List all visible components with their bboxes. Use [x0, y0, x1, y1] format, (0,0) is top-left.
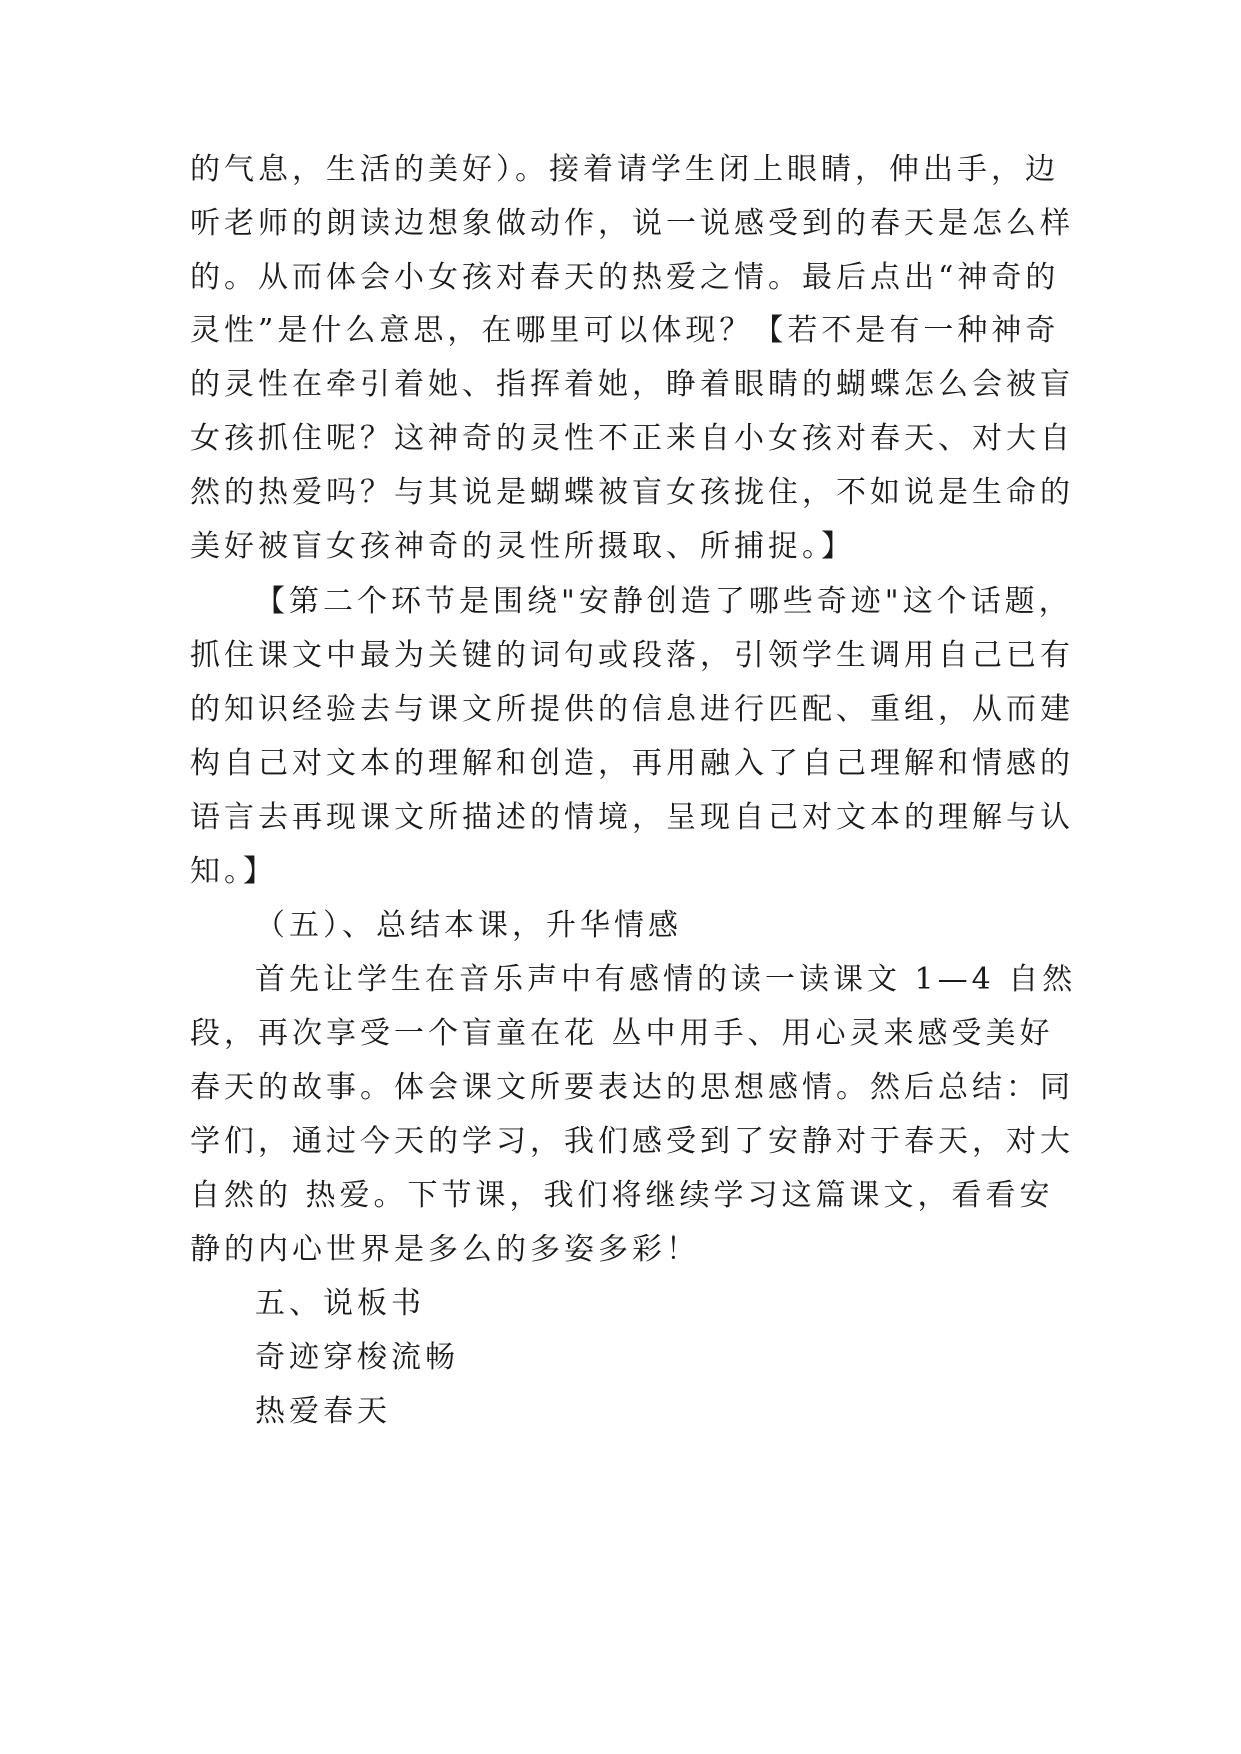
paragraph-2-line-4: 构自己对文本的理解和创造，再用融入了自己理解和情感的 — [190, 746, 1074, 781]
paragraph-2-line-1: 【第二个环节是围绕"安静创造了哪些奇迹"这个话题， — [255, 584, 1073, 619]
text-line-3: 的。从而体会小女孩对春天的热爱之情。最后点出“神奇的 — [190, 260, 1060, 295]
paragraph-3-line-4: 学们，通过今天的学习，我们感受到了安静对于春天，对大 — [190, 1124, 1074, 1159]
paragraph-3-line-6: 静的内心世界是多么的多姿多彩！ — [190, 1232, 700, 1267]
paragraph-2-line-6: 知。】 — [190, 854, 277, 889]
text-line-6: 女孩抓住呢？这神奇的灵性不正来自小女孩对春天、对大自 — [190, 421, 1074, 456]
paragraph-3-line-1: 首先让学生在音乐声中有感情的读一读课文 1—4 自然 — [255, 962, 1077, 997]
text-line-1: 的气息，生活的美好）。接着请学生闭上眼睛，伸出手，边 — [190, 152, 1059, 187]
paragraph-3-line-3: 春天的故事。体会课文所要表达的思想感情。然后总结：同 — [190, 1070, 1074, 1105]
blackboard-heading: 五、说板书 — [255, 1286, 425, 1321]
text-line-5: 的灵性在牵引着她、指挥着她，睁着眼睛的蝴蝶怎么会被盲 — [190, 367, 1074, 402]
paragraph-3-line-2: 段，再次享受一个盲童在花 丛中用手、用心灵来感受美好 — [190, 1016, 1054, 1051]
text-line-7: 然的热爱吗？与其说是蝴蝶被盲女孩拢住，不如说是生命的 — [190, 475, 1074, 510]
paragraph-2-line-3: 的知识经验去与课文所提供的信息进行匹配、重组，从而建 — [190, 692, 1074, 727]
text-line-4: 灵性”是什么意思，在哪里可以体现？【若不是有一种神奇 — [190, 313, 1060, 348]
blackboard-line-1: 奇迹穿梭流畅 — [255, 1340, 459, 1375]
section-heading: （五）、总结本课，升华情感 — [255, 908, 682, 943]
paragraph-2-line-2: 抓住课文中最为关键的词句或段落，引领学生调用自己已有 — [190, 638, 1074, 673]
text-line-2: 听老师的朗读边想象做动作，说一说感受到的春天是怎么样 — [190, 206, 1074, 241]
paragraph-2-line-5: 语言去再现课文所描述的情境，呈现自己对文本的理解与认 — [190, 800, 1074, 835]
paragraph-3-line-5: 自然的 热爱。下节课，我们将继续学习这篇课文，看看安 — [190, 1178, 1054, 1213]
text-line-8: 美好被盲女孩神奇的灵性所摄取、所捕捉。】 — [190, 529, 855, 564]
blackboard-line-2: 热爱春天 — [255, 1394, 391, 1429]
